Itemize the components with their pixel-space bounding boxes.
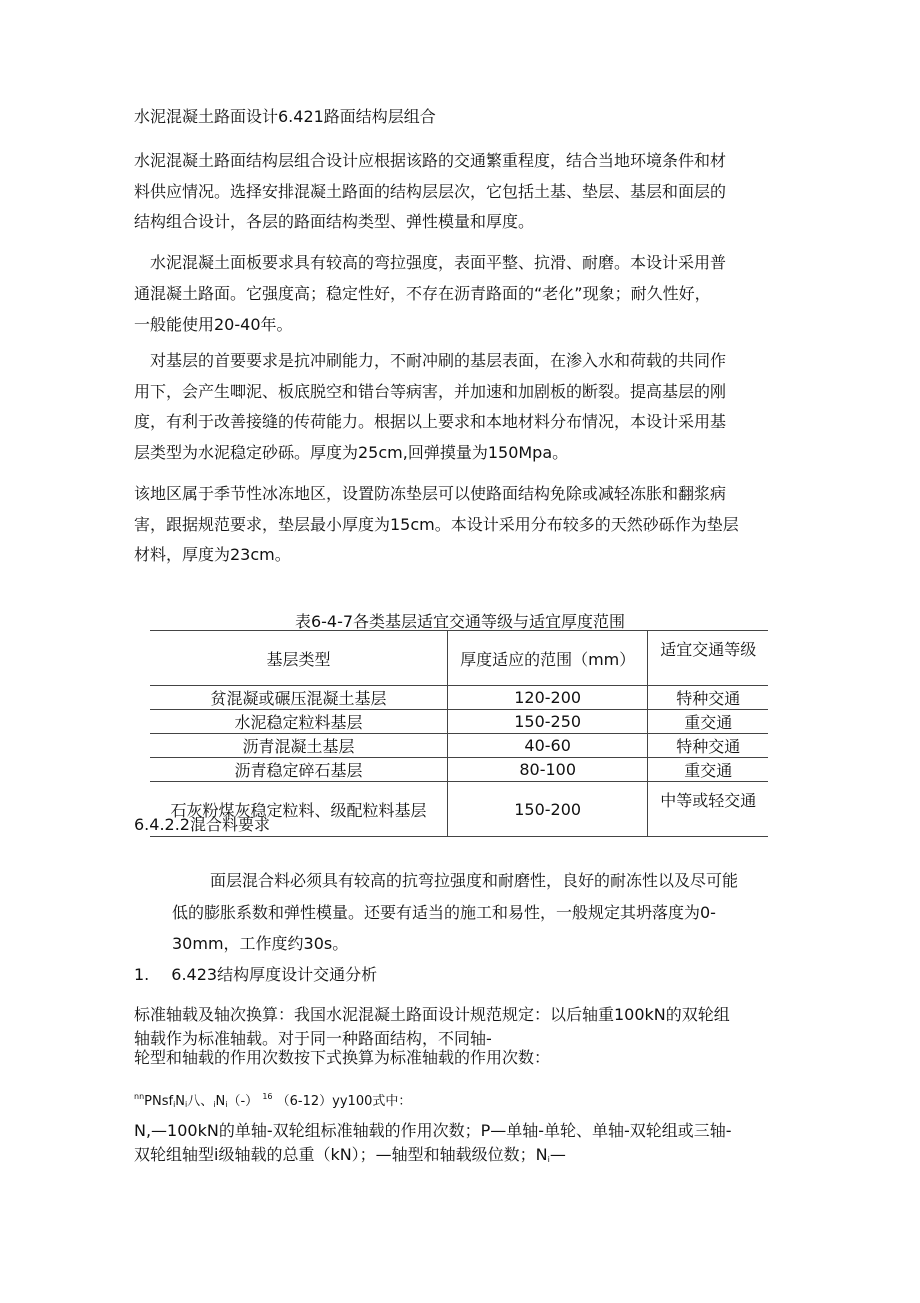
table-cell: 150-200	[447, 782, 647, 837]
formula-sup: nn	[134, 1092, 145, 1101]
paragraph-1-line-3: 结构组合设计，各层的路面结构类型、弹性模量和厚度。	[134, 212, 535, 231]
table-header-cell: 基层类型	[150, 631, 447, 686]
paragraph-4-line-1: 该地区属于季节性冰冻地区，设置防冻垫层可以使路面结构免除或减轻冻胀和翻浆病	[134, 484, 727, 503]
paragraph-4-line-2: 害，跟据规范要求，垫层最小厚度为15cm。本设计采用分布较多的天然砂砾作为垫层	[134, 515, 739, 534]
paragraph-1-line-1: 水泥混凝土路面结构层组合设计应根据该路的交通繁重程度，结合当地环境条件和材	[134, 151, 727, 170]
formula-sub: i	[173, 1100, 176, 1109]
paragraph-3-line-2: 用下，会产生唧泥、板底脱空和错台等病害，并加速和加剧板的断裂。提高基层的刚	[134, 382, 727, 401]
table-header-cell: 适宜交通等级	[648, 631, 768, 686]
paragraph-7-dash: —	[549, 1145, 566, 1164]
paragraph-5-line-1: 面层混合料必须具有较高的抗弯拉强度和耐磨性，良好的耐冻性以及尽可能	[210, 871, 739, 890]
table-cell: 重交通	[648, 758, 768, 782]
paragraph-2-line-3: 一般能使用20-40年。	[134, 315, 293, 334]
paragraph-7-sub: i	[547, 1155, 550, 1164]
paragraph-3-line-4: 层类型为水泥稳定砂砾。厚度为25cm,回弹摸量为150Mpa。	[134, 443, 569, 462]
formula-mid: N	[175, 1094, 186, 1109]
paragraph-7-line-2-text: 双轮组轴型i级轴载的总重（kN）；—轴型和轴载级位数；N	[134, 1145, 548, 1164]
table-cell: 120-200	[447, 686, 647, 710]
paragraph-1-line-2: 料供应情况。选择安排混凝土路面的结构层层次，它包括土基、垫层、基层和面层的	[134, 182, 727, 201]
section-heading: 水泥混凝土路面设计6.421路面结构层组合	[134, 107, 436, 126]
paragraph-6-line-1: 标准轴载及轴次换算：我国水泥混凝土路面设计规范规定：以后轴重100kN的双轮组	[134, 1005, 730, 1024]
paragraph-6-line-3: 轮型和轴载的作用次数按下式换算为标准轴载的作用次数：	[134, 1048, 551, 1067]
table-cell: 贫混凝或碾压混凝土基层	[150, 686, 447, 710]
table-header-cell: 厚度适应的范围（mm）	[447, 631, 647, 686]
table-cell: 特种交通	[648, 686, 768, 710]
formula-line	[134, 1087, 411, 1115]
table-row	[150, 734, 768, 758]
formula-mid-sub: i	[185, 1100, 188, 1109]
paragraph-7-line-1: N,—100kN的单轴-双轮组标准轴载的作用次数；P—单轴-单轮、单轴-双轮组或三轴-	[134, 1121, 732, 1140]
table-cell: 沥青稳定碎石基层	[150, 758, 447, 782]
paragraph-3-line-1: 对基层的首要要求是抗冲刷能力，不耐冲刷的基层表面，在渗入水和荷载的共同作	[150, 351, 727, 370]
formula-sub3: i	[225, 1100, 228, 1109]
paragraph-2-line-1: 水泥混凝土面板要求具有较高的弯拉强度，表面平整、抗滑、耐磨。本设计采用普	[150, 253, 727, 272]
list-text: 6.423结构厚度设计交通分析	[171, 965, 378, 984]
table-cell: 石灰粉煤灰稳定粒料、级配粒料基层	[150, 782, 447, 837]
table-cell: 40-60	[447, 734, 647, 758]
table-cell: 150-250	[447, 710, 647, 734]
table-row	[150, 758, 768, 782]
table-cell: 中等或轻交通	[648, 782, 768, 837]
table-header-row	[150, 631, 768, 686]
paragraph-4-line-3: 材料，厚度为23cm。	[134, 545, 291, 564]
subsection-heading: 6.4.2.2混合料要求	[134, 815, 270, 834]
formula-exp: 16	[262, 1092, 273, 1101]
formula-tail: （-）	[227, 1094, 259, 1109]
paragraph-5-line-2: 低的膨胀系数和弹性模量。还要有适当的施工和易性，一般规定其坍落度为0-	[172, 903, 716, 922]
formula-sub2: i	[213, 1100, 216, 1109]
formula-rest: 八、	[187, 1094, 214, 1109]
list-number: 1.	[134, 965, 150, 984]
table-row	[150, 686, 768, 710]
table-row	[150, 710, 768, 734]
formula-rest2: N	[215, 1094, 226, 1109]
paragraph-6-line-2: 轴载作为标准轴载。对于同一种路面结构，不同轴-	[134, 1029, 492, 1048]
table-caption: 表6-4-7各类基层适宜交通等级与适宜厚度范围	[294, 612, 626, 631]
paragraph-3-line-3: 度，有利于改善接缝的传荷能力。根据以上要求和本地材料分布情况，本设计采用基	[134, 412, 727, 431]
table-cell: 特种交通	[648, 734, 768, 758]
formula-text: PNsf	[144, 1094, 174, 1109]
base-layer-table	[150, 630, 768, 837]
table-cell: 水泥稳定粒料基层	[150, 710, 447, 734]
paragraph-2-line-2: 通混凝土路面。它强度高；稳定性好，不存在沥青路面的“老化”现象；耐久性好，	[134, 284, 711, 303]
table-cell: 80-100	[447, 758, 647, 782]
table-cell: 沥青混凝土基层	[150, 734, 447, 758]
table-cell: 重交通	[648, 710, 768, 734]
paragraph-5-line-3: 30mm，工作度约30s。	[172, 934, 349, 953]
formula-eq: （6-12）yy100式中：	[276, 1094, 412, 1109]
paragraph-7-line-2	[134, 1145, 566, 1170]
list-item	[134, 965, 377, 985]
